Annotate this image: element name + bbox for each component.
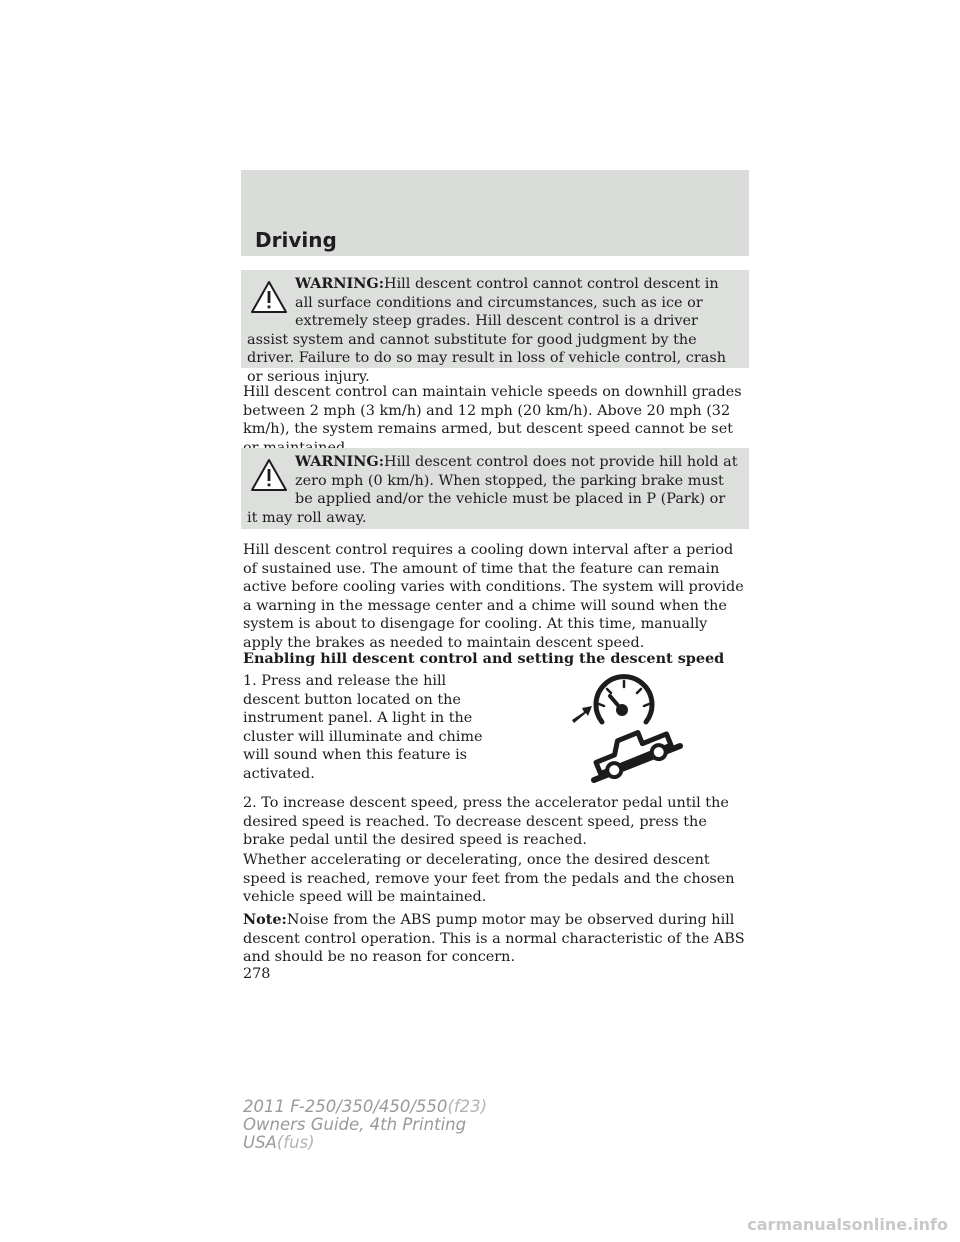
footer-line-2: Owners Guide, 4th Printing — [243, 1115, 467, 1134]
section-title: Driving — [255, 228, 337, 252]
step-1-text: 1. Press and release the hill descent button located on the instrument panel. A light in the cluster will illuminate and chime will sound when this feature is activated. — [243, 673, 483, 782]
footer-model-code: (f23) — [447, 1097, 488, 1116]
section-header-band — [241, 170, 749, 256]
warning-text — [247, 453, 739, 527]
warning-box-hill-descent-limits — [241, 270, 749, 385]
footer-market: USA — [243, 1133, 277, 1152]
footer-model: 2011 F-250/350/450/550 — [243, 1097, 448, 1116]
footer-line-3 — [243, 1134, 487, 1152]
note-label: Note: — [243, 911, 287, 928]
step-2-text: 2. To increase descent speed, press the accelerator pedal until the desired speed is reached. To decrease descent speed, press the brake pedal until the desired speed is reached. — [243, 795, 729, 848]
abs-noise-note — [243, 911, 749, 967]
note-body: Noise from the ABS pump motor may be observed during hill descent control operation. This is a normal characteristic of the ABS and should be no reason for concern. — [243, 912, 745, 965]
warning-body: Hill descent control does not provide hill hold at zero mph (0 km/h). When stopped, the parking brake must be applied and/or the vehicle must be placed in P (Park) or it may roll away. — [247, 454, 738, 526]
publication-footer — [243, 1098, 487, 1152]
warning-body: Hill descent control cannot control descent in all surface conditions and circumstances, such as ice or extremely steep grades. Hill descent control is a driver assist system and cannot substitute for good judgment by the driver. Failure to do so may result in loss of vehicle control, crash or serious injury. — [247, 276, 726, 385]
page-number: 278 — [243, 966, 271, 982]
speed-range-paragraph: Hill descent control can maintain vehicle speeds on downhill grades between 2 mph (3 km/h) and 12 mph (20 km/h). Above 20 mph (32 km/h), the system remains armed, but descent speed cannot be set — [243, 384, 742, 437]
warning-triangle-icon — [247, 276, 291, 318]
maintain-speed-paragraph: Whether accelerating or decelerating, once the desired descent speed is reached, remove your feet from the pedals and the chosen vehicle speed will be maintained. — [243, 852, 735, 905]
warning-label: WARNING: — [295, 275, 385, 292]
cooling-interval-paragraph: Hill descent control requires a cooling down interval after a period of sustained use. The amount of time that the feature can remain active before cooling varies with conditions. The system will provide a warning in the message center and a chime will sound when the system is about to disengage for cooling. At this time, manually apply the brakes as needed to maintain descent speed. — [243, 542, 744, 651]
warning-box-no-hill-hold — [241, 448, 749, 529]
hill-descent-control-icon — [570, 670, 688, 788]
warning-text — [247, 275, 739, 386]
footer-line-1 — [243, 1098, 487, 1116]
enabling-subheading: Enabling hill descent control and setting the descent speed — [243, 650, 725, 667]
warning-label: WARNING: — [295, 453, 385, 470]
footer-market-code: (fus) — [276, 1133, 315, 1152]
site-watermark: carmanualsonline.info — [747, 1215, 948, 1234]
warning-triangle-icon — [247, 454, 291, 496]
